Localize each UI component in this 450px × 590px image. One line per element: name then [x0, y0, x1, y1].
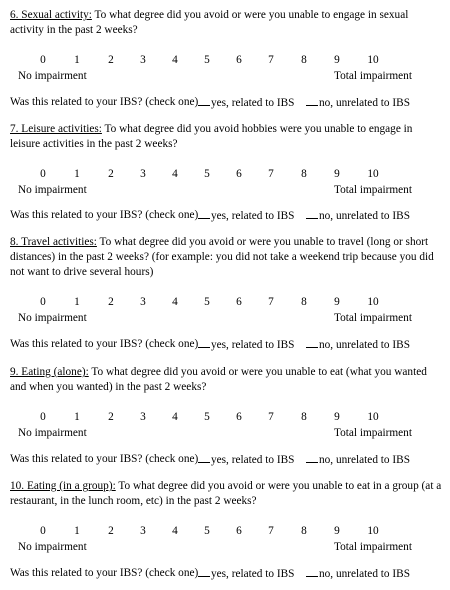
scale-number-3[interactable]: 3 [140, 296, 146, 308]
question-title: 10. Eating (in a group): [10, 480, 116, 492]
related-prompt: Was this related to your IBS? (check one) [10, 209, 199, 221]
scale-number-1[interactable]: 1 [74, 54, 80, 66]
scale-number-3[interactable]: 3 [140, 525, 146, 537]
scale-number-3[interactable]: 3 [140, 168, 146, 180]
related-prompt: Was this related to your IBS? (check one) [10, 567, 199, 579]
scale-number-6[interactable]: 6 [236, 525, 242, 537]
scale-number-0[interactable]: 0 [40, 296, 46, 308]
question-text [10, 122, 442, 152]
no-blank[interactable] [306, 208, 318, 219]
scale-number-9[interactable]: 9 [334, 525, 340, 537]
related-prompt: Was this related to your IBS? (check one) [10, 338, 199, 350]
no-impairment-label: No impairment [18, 70, 87, 82]
no-blank[interactable] [306, 566, 318, 577]
scale-number-10[interactable]: 10 [367, 168, 379, 180]
question-text [10, 365, 442, 395]
question-body: To what degree did you avoid or were you unable to travel (long or short distances) in the past 2 weeks? (for example: you did not take a weekend trip because you did not want to drive several hours) [10, 236, 434, 278]
scale-number-6[interactable]: 6 [236, 168, 242, 180]
question-text [10, 8, 442, 38]
no-blank[interactable] [306, 452, 318, 463]
impairment-scale [10, 53, 442, 83]
yes-related-option[interactable]: yes, related to IBS [198, 95, 294, 111]
scale-number-8[interactable]: 8 [301, 54, 307, 66]
scale-number-8[interactable]: 8 [301, 168, 307, 180]
yes-related-option[interactable]: yes, related to IBS [198, 208, 294, 224]
scale-number-8[interactable]: 8 [301, 296, 307, 308]
yes-blank[interactable] [198, 337, 210, 348]
no-unrelated-option[interactable]: no, unrelated to IBS [306, 208, 410, 224]
question-9 [10, 365, 442, 466]
scale-number-10[interactable]: 10 [367, 525, 379, 537]
scale-number-7[interactable]: 7 [268, 168, 274, 180]
question-body: To what degree did you avoid or were you unable to eat (what you wanted and when you wanted) in the past 2 weeks? [10, 366, 427, 393]
scale-number-5[interactable]: 5 [204, 296, 210, 308]
scale-number-2[interactable]: 2 [108, 411, 114, 423]
no-unrelated-option[interactable]: no, unrelated to IBS [306, 566, 410, 582]
scale-number-0[interactable]: 0 [40, 168, 46, 180]
no-blank[interactable] [306, 337, 318, 348]
ibs-related-row [10, 208, 442, 223]
scale-number-4[interactable]: 4 [172, 525, 178, 537]
scale-number-2[interactable]: 2 [108, 525, 114, 537]
scale-number-7[interactable]: 7 [268, 525, 274, 537]
scale-number-8[interactable]: 8 [301, 525, 307, 537]
impairment-scale [10, 524, 442, 554]
scale-number-4[interactable]: 4 [172, 411, 178, 423]
scale-number-5[interactable]: 5 [204, 411, 210, 423]
impairment-scale [10, 167, 442, 197]
scale-number-7[interactable]: 7 [268, 54, 274, 66]
total-impairment-label: Total impairment [334, 541, 412, 553]
question-text [10, 235, 442, 280]
ibs-related-row [10, 452, 442, 467]
scale-number-9[interactable]: 9 [334, 168, 340, 180]
question-6 [10, 8, 442, 109]
scale-number-3[interactable]: 3 [140, 54, 146, 66]
scale-number-1[interactable]: 1 [74, 411, 80, 423]
scale-number-6[interactable]: 6 [236, 54, 242, 66]
question-10 [10, 479, 442, 580]
yes-blank[interactable] [198, 95, 210, 106]
scale-number-10[interactable]: 10 [367, 411, 379, 423]
ibs-related-row [10, 95, 442, 110]
no-impairment-label: No impairment [18, 184, 87, 196]
total-impairment-label: Total impairment [334, 184, 412, 196]
question-body: To what degree did you avoid hobbies were you unable to engage in leisure activities in the past 2 weeks? [10, 123, 413, 150]
impairment-scale [10, 410, 442, 440]
scale-number-2[interactable]: 2 [108, 296, 114, 308]
ibs-related-row [10, 337, 442, 352]
question-7 [10, 122, 442, 222]
scale-number-9[interactable]: 9 [334, 54, 340, 66]
no-blank[interactable] [306, 95, 318, 106]
no-unrelated-option[interactable]: no, unrelated to IBS [306, 95, 410, 111]
total-impairment-label: Total impairment [334, 70, 412, 82]
scale-number-1[interactable]: 1 [74, 296, 80, 308]
question-title: 7. Leisure activities: [10, 123, 102, 135]
scale-number-4[interactable]: 4 [172, 168, 178, 180]
scale-number-5[interactable]: 5 [204, 168, 210, 180]
scale-number-9[interactable]: 9 [334, 411, 340, 423]
scale-number-8[interactable]: 8 [301, 411, 307, 423]
scale-number-4[interactable]: 4 [172, 296, 178, 308]
no-unrelated-option[interactable]: no, unrelated to IBS [306, 452, 410, 468]
no-unrelated-option[interactable]: no, unrelated to IBS [306, 337, 410, 353]
scale-number-6[interactable]: 6 [236, 411, 242, 423]
ibs-related-row [10, 566, 442, 581]
scale-number-1[interactable]: 1 [74, 168, 80, 180]
question-title: 8. Travel activities: [10, 236, 97, 248]
scale-number-6[interactable]: 6 [236, 296, 242, 308]
scale-number-2[interactable]: 2 [108, 54, 114, 66]
scale-number-3[interactable]: 3 [140, 411, 146, 423]
scale-number-7[interactable]: 7 [268, 296, 274, 308]
yes-blank[interactable] [198, 566, 210, 577]
related-prompt: Was this related to your IBS? (check one) [10, 453, 199, 465]
no-impairment-label: No impairment [18, 312, 87, 324]
scale-number-2[interactable]: 2 [108, 168, 114, 180]
no-impairment-label: No impairment [18, 541, 87, 553]
yes-related-option[interactable]: yes, related to IBS [198, 566, 294, 582]
scale-number-0[interactable]: 0 [40, 525, 46, 537]
yes-related-option[interactable]: yes, related to IBS [198, 452, 294, 468]
yes-blank[interactable] [198, 452, 210, 463]
scale-number-0[interactable]: 0 [40, 54, 46, 66]
related-prompt: Was this related to your IBS? (check one) [10, 96, 199, 108]
scale-number-0[interactable]: 0 [40, 411, 46, 423]
total-impairment-label: Total impairment [334, 427, 412, 439]
question-text [10, 479, 442, 509]
scale-number-1[interactable]: 1 [74, 525, 80, 537]
scale-number-7[interactable]: 7 [268, 411, 274, 423]
scale-number-10[interactable]: 10 [367, 54, 379, 66]
question-8 [10, 235, 442, 351]
total-impairment-label: Total impairment [334, 312, 412, 324]
question-body: To what degree did you avoid or were you unable to engage in sexual activity in the past 2 weeks? [10, 9, 409, 36]
impairment-scale [10, 295, 442, 325]
yes-blank[interactable] [198, 208, 210, 219]
scale-number-5[interactable]: 5 [204, 54, 210, 66]
scale-number-5[interactable]: 5 [204, 525, 210, 537]
scale-number-10[interactable]: 10 [367, 296, 379, 308]
no-impairment-label: No impairment [18, 427, 87, 439]
question-title: 9. Eating (alone): [10, 366, 89, 378]
question-title: 6. Sexual activity: [10, 9, 92, 21]
yes-related-option[interactable]: yes, related to IBS [198, 337, 294, 353]
question-body: To what degree did you avoid or were you unable to eat in a group (at a restaurant, in the lunch room, etc) in the past 2 weeks? [10, 480, 442, 507]
scale-number-4[interactable]: 4 [172, 54, 178, 66]
scale-number-9[interactable]: 9 [334, 296, 340, 308]
